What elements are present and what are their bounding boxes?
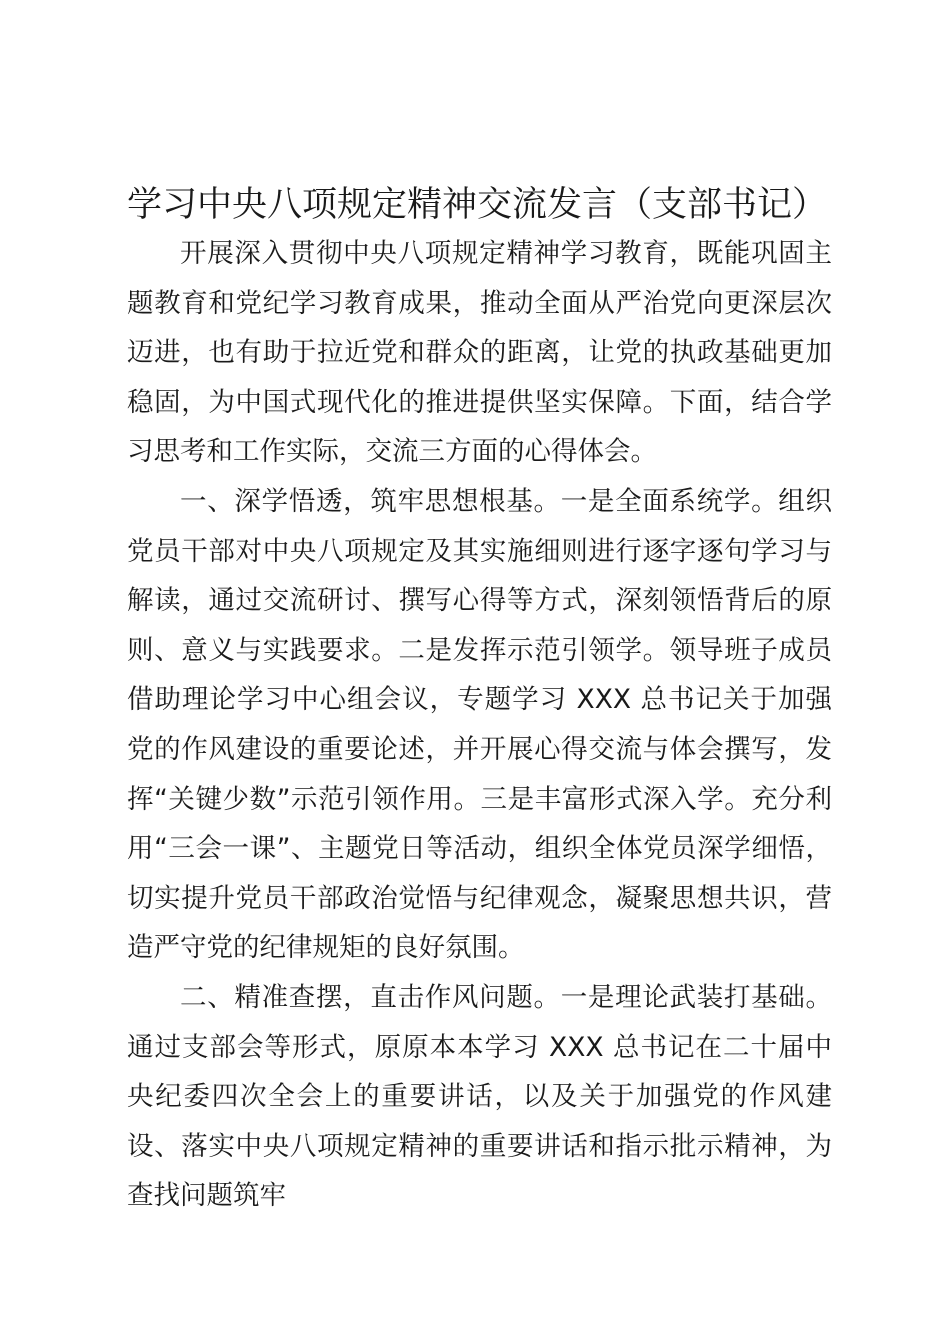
document-title: 学习中央八项规定精神交流发言（支部书记）	[127, 185, 828, 225]
paragraph-section-two: 二、精准查摆，直击作风问题。一是理论武装打基础。通过支部会等形式，原原本本学习 XXX 总书记在二十届中央纪委四次全会上的重要讲话，以及关于加强党的作风建设、落实中央八项规定精神的重要讲话和指示批示精神，为查找问题筑牢	[127, 981, 832, 1212]
paragraph-intro: 开展深入贯彻中央八项规定精神学习教育，既能巩固主题教育和党纪学习教育成果，推动全面从严治党向更深层次迈进，也有助于拉近党和群众的距离，让党的执政基础更加稳固，为中国式现代化的推进提供坚实保障。下面，结合学习思考和工作实际，交流三方面的心得体会。	[127, 238, 832, 468]
paragraph-section-one: 一、深学悟透，筑牢思想根基。一是全面系统学。组织党员干部对中央八项规定及其实施细则进行逐字逐句学习与解读，通过交流研讨、撰写心得等方式，深刻领悟背后的原则、意义与实践要求。二是发挥示范引领学。领导班子成员借助理论学习中心组会议，专题学习 XXX 总书记关于加强党的作风建设的重要论述，并开展心得交流与体会撰写，发挥“关键少数”示范引领作用。三是丰富形式深入学。充分利用“三会一课”、主题党日等活动，组织全体党员深学细悟，切实提升党员干部政治觉悟与纪律观念，凝聚思想共识，营造严守党的纪律规矩的良好氛围。	[127, 485, 832, 964]
document-body	[127, 229, 832, 1221]
